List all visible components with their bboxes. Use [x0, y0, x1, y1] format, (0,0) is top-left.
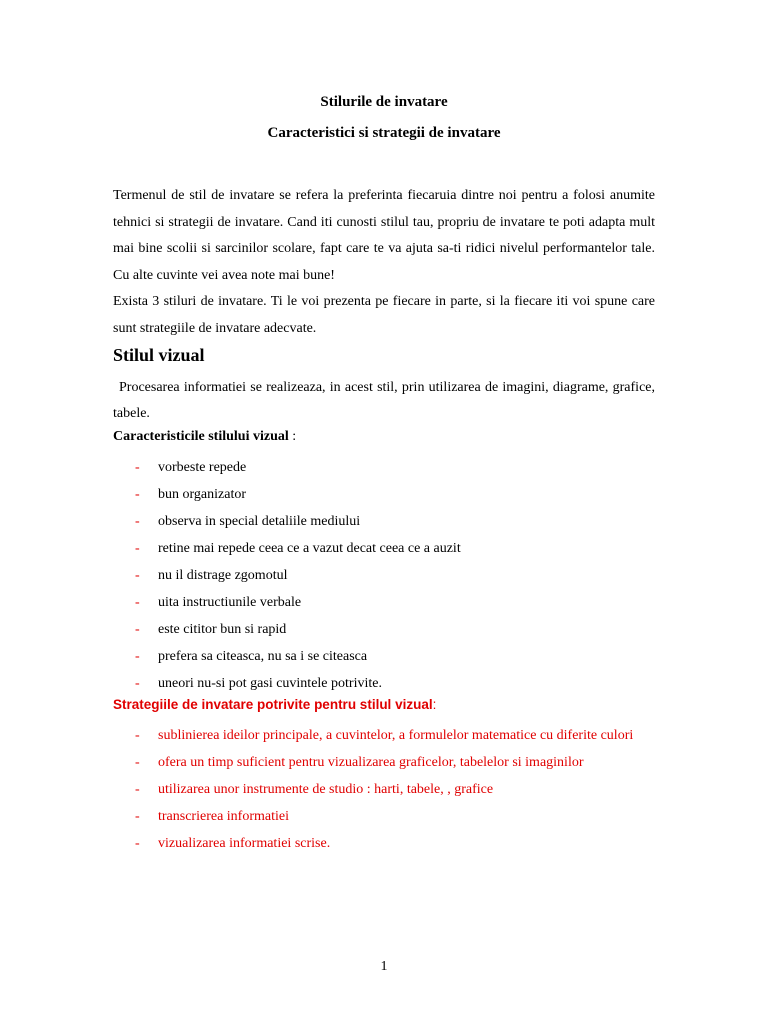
- bullet-dash: -: [135, 514, 140, 529]
- characteristics-heading: Caracteristicile stilului vizual: [113, 429, 289, 444]
- bullet-dash: -: [135, 782, 140, 797]
- bullet-dash: -: [135, 649, 140, 664]
- list-item: - observa in special detaliile mediului: [113, 508, 655, 535]
- page-number: 1: [380, 959, 388, 974]
- document-title: Stilurile de invatare: [320, 94, 448, 110]
- list-item: - uneori nu-si pot gasi cuvintele potrivite.: [113, 670, 655, 697]
- list-item: - sublinierea ideilor principale, a cuvintelor, a formulelor matematice cu diferite culori: [113, 722, 655, 749]
- bullet-dash: -: [135, 728, 140, 743]
- list-item: - este cititor bun si rapid: [113, 616, 655, 643]
- list-item: - retine mai repede ceea ce a vazut decat ceea ce a auzit: [113, 535, 655, 562]
- bullet-dash: -: [135, 622, 140, 637]
- section-intro: Procesarea informatiei se realizeaza, in acest stil, prin utilizarea de imagini, diagrame, grafice, tabele.: [113, 380, 655, 421]
- bullet-dash: -: [135, 836, 140, 851]
- strategies-heading-line: [113, 697, 436, 712]
- bullet-dash: -: [135, 676, 140, 691]
- strategies-list: [113, 722, 655, 857]
- bullet-dash: -: [135, 809, 140, 824]
- characteristics-suffix: :: [288, 429, 297, 444]
- list-item: - utilizarea unor instrumente de studio : harti, tabele, , grafice: [113, 776, 655, 803]
- list-item: - vorbeste repede: [113, 454, 655, 481]
- intro-paragraph-2: Exista 3 stiluri de invatare. Ti le voi prezenta pe fiecare in parte, si la fiecare iti voi spune care sunt strategiile de invatare adecvate.: [113, 294, 655, 336]
- list-item: - vizualizarea informatiei scrise.: [113, 830, 655, 857]
- intro-paragraph-1: Termenul de stil de invatare se refera la preferinta fiecaruia dintre noi pentru a folosi anumite tehnici si strategii de invatare. Cand iti cunosti stilul tau, propriu de invatare te poti adapta mult mai bine scolii si sarcinilor scolare, fapt care te va ajuta sa-ti ridici nivelul performantelor tale. Cu alte cuvinte vei avea note mai bune!: [113, 188, 655, 283]
- document-subtitle: Caracteristici si strategii de invatare: [267, 125, 501, 141]
- bullet-dash: -: [135, 460, 140, 475]
- list-item: - uita instructiunile verbale: [113, 589, 655, 616]
- section-heading: Stilul vizual: [113, 345, 205, 365]
- list-item: - ofera un timp suficient pentru vizualizarea graficelor, tabelelor si imaginilor: [113, 749, 655, 776]
- bullet-dash: -: [135, 541, 140, 556]
- bullet-dash: -: [135, 595, 140, 610]
- list-item: - bun organizator: [113, 481, 655, 508]
- list-item: - transcrierea informatiei: [113, 803, 655, 830]
- strategies-suffix: :: [432, 697, 437, 712]
- characteristics-list: [113, 454, 655, 697]
- list-item: - prefera sa citeasca, nu sa i se citeasca: [113, 643, 655, 670]
- bullet-dash: -: [135, 755, 140, 770]
- bullet-dash: -: [135, 487, 140, 502]
- list-item: - nu il distrage zgomotul: [113, 562, 655, 589]
- characteristics-heading-line: [113, 429, 296, 445]
- bullet-dash: -: [135, 568, 140, 583]
- strategies-heading: Strategiile de invatare potrivite pentru stilul vizual: [113, 697, 433, 712]
- intro-text: [113, 183, 655, 342]
